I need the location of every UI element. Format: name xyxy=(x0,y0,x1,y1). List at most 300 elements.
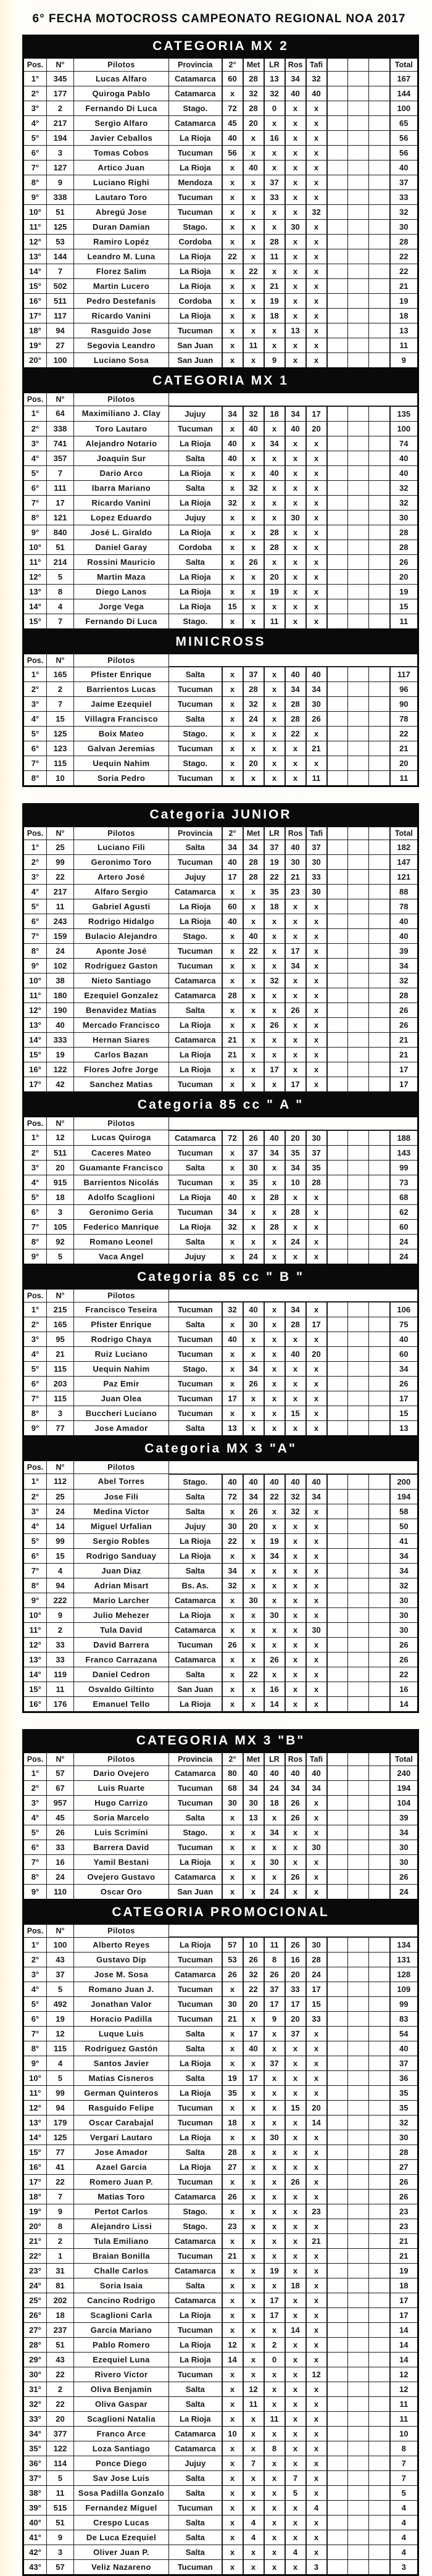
score-ros-cell: 26 xyxy=(285,2175,306,2190)
pos-cell: 9° xyxy=(23,1249,47,1264)
blank-cell xyxy=(327,2486,348,2501)
score-met-cell: x xyxy=(243,2427,264,2441)
blank-cell xyxy=(348,1317,369,1332)
score-met-cell: x xyxy=(243,1682,264,1696)
prov-cell: Tucuman xyxy=(169,1795,222,1810)
num-cell: 19 xyxy=(47,2012,74,2027)
score-tafi-cell: 14 xyxy=(306,2115,327,2130)
pilot-cell: Lautaro Toro xyxy=(74,190,169,205)
blank-cell xyxy=(369,1332,390,1347)
pilot-cell: Alfaro Sergio xyxy=(74,885,169,899)
score-tafi-cell: x xyxy=(306,1825,327,1840)
column-header: Tafi xyxy=(306,827,327,840)
blank-cell xyxy=(327,2323,348,2338)
table-row xyxy=(23,2160,418,2175)
score-lr-cell: x xyxy=(264,1593,285,1607)
total-cell: 34 xyxy=(390,959,418,973)
total-cell: 21 xyxy=(390,2234,418,2249)
score-met-cell: x xyxy=(243,510,264,525)
table-row xyxy=(23,2456,418,2471)
blank-cell xyxy=(348,988,369,1003)
blank-cell xyxy=(369,1077,390,1093)
score-met-cell: 35 xyxy=(243,1175,264,1190)
prov-cell: Salta xyxy=(169,1003,222,1018)
table-row xyxy=(23,1884,418,1899)
blank-cell xyxy=(369,2219,390,2234)
prov-cell: Salta xyxy=(169,2530,222,2545)
pos-cell: 7° xyxy=(23,756,47,771)
column-header: Tafi xyxy=(306,1752,327,1765)
score-lr-cell: x xyxy=(264,2234,285,2249)
table-row xyxy=(23,667,418,682)
score-tafi-cell: 20 xyxy=(306,1347,327,1362)
num-cell: 2 xyxy=(47,2234,74,2249)
blank-cell xyxy=(348,2012,369,2027)
total-cell: 30 xyxy=(390,1854,418,1869)
blank-cell xyxy=(369,2397,390,2412)
pilot-cell: Ibarra Mariano xyxy=(74,480,169,495)
score-lr-cell: 11 xyxy=(264,2412,285,2427)
total-cell: 15 xyxy=(390,1406,418,1421)
score-met-cell: 40 xyxy=(243,2041,264,2056)
blank-cell xyxy=(327,2501,348,2516)
total-cell: 40 xyxy=(390,914,418,929)
score-met-cell: x xyxy=(243,771,264,786)
num-cell: 338 xyxy=(47,421,74,436)
blank-cell xyxy=(369,554,390,569)
blank-cell xyxy=(369,1937,390,1953)
table-row xyxy=(23,2397,418,2412)
score-2-cell: x xyxy=(222,614,243,629)
blank-cell xyxy=(348,2027,369,2041)
score-met-cell: x xyxy=(243,899,264,914)
blank-cell xyxy=(348,2190,369,2204)
blank-cell xyxy=(369,2278,390,2293)
blank-cell xyxy=(369,682,390,697)
blank-cell xyxy=(327,1302,348,1317)
table-row xyxy=(23,2278,418,2293)
blank-cell xyxy=(327,175,348,190)
num-cell: 165 xyxy=(47,667,74,682)
score-ros-cell: x xyxy=(285,2412,306,2427)
column-header: Pilotos xyxy=(74,827,169,840)
pilot-cell: Santos Javier xyxy=(74,2056,169,2071)
blank-cell xyxy=(369,2160,390,2175)
pos-cell: 8° xyxy=(23,771,47,786)
blank-cell xyxy=(348,2101,369,2115)
score-lr-cell: 11 xyxy=(264,1937,285,1953)
score-ros-cell: x xyxy=(285,1190,306,1204)
score-met-cell: 28 xyxy=(243,72,264,86)
score-ros-cell: x xyxy=(285,480,306,495)
blank-cell xyxy=(369,870,390,885)
score-met-cell: x xyxy=(243,599,264,614)
prov-cell: Catamarca xyxy=(169,2234,222,2249)
table-row xyxy=(23,1249,418,1264)
score-tafi-cell: x xyxy=(306,1219,327,1234)
num-cell: 22 xyxy=(47,2367,74,2382)
total-cell: 40 xyxy=(390,465,418,480)
pos-cell: 2° xyxy=(23,855,47,870)
total-cell: 18 xyxy=(390,309,418,323)
prov-cell: Stago. xyxy=(169,1362,222,1377)
score-2-cell: x xyxy=(222,584,243,599)
total-cell: 26 xyxy=(390,1003,418,1018)
num-cell: 94 xyxy=(47,323,74,338)
total-cell: 14 xyxy=(390,2353,418,2367)
score-lr-cell: x xyxy=(264,1810,285,1825)
table-row xyxy=(23,599,418,614)
blank-cell xyxy=(327,2456,348,2471)
blank-cell xyxy=(327,1607,348,1622)
blank-cell xyxy=(327,2204,348,2219)
total-cell: 28 xyxy=(390,2145,418,2160)
score-ros-cell: 40 xyxy=(285,1474,306,1490)
score-tafi-cell: 21 xyxy=(306,741,327,756)
score-ros-cell: 34 xyxy=(285,959,306,973)
blank-cell xyxy=(369,160,390,175)
pilot-cell: Medina Victor xyxy=(74,1504,169,1519)
score-lr-cell: x xyxy=(264,264,285,279)
pos-cell: 11° xyxy=(23,988,47,1003)
score-lr-cell: x xyxy=(264,1175,285,1190)
score-tafi-cell: x xyxy=(306,727,327,741)
score-2-cell: 40 xyxy=(222,855,243,870)
score-tafi-cell: 20 xyxy=(306,2101,327,2115)
score-2-cell: x xyxy=(222,2412,243,2427)
total-cell: 14 xyxy=(390,2338,418,2353)
pilot-cell: Luciano Fili xyxy=(74,840,169,855)
blank-cell xyxy=(369,2308,390,2323)
category-band: Categoria MX 3 "A" xyxy=(23,1438,418,1461)
pilot-cell: Benavidez Matias xyxy=(74,1003,169,1018)
score-2-cell: 22 xyxy=(222,1533,243,1548)
blank-cell xyxy=(327,929,348,944)
pos-cell: 16° xyxy=(23,1696,47,1712)
score-met-cell: 37 xyxy=(243,667,264,682)
score-ros-cell: x xyxy=(285,1377,306,1391)
blank-cell xyxy=(327,1130,348,1146)
blank-cell xyxy=(348,1018,369,1033)
blank-cell xyxy=(327,146,348,160)
blank-cell xyxy=(327,1578,348,1593)
score-ros-cell: x xyxy=(285,554,306,569)
score-2-cell: x xyxy=(222,2204,243,2219)
pos-cell: 5° xyxy=(23,1533,47,1548)
score-ros-cell: 26 xyxy=(285,1810,306,1825)
prov-cell: Tucuman xyxy=(169,1982,222,1997)
table-row xyxy=(23,584,418,599)
score-2-cell: x xyxy=(222,220,243,235)
pilot-cell: Oliver Juan P. xyxy=(74,2545,169,2560)
prov-cell: Stago. xyxy=(169,614,222,629)
score-tafi-cell: 34 xyxy=(306,1489,327,1504)
blank-cell xyxy=(327,1249,348,1264)
blank-cell xyxy=(369,1302,390,1317)
table-row xyxy=(23,1548,418,1563)
score-ros-cell: 34 xyxy=(285,406,306,422)
score-lr-cell: 28 xyxy=(264,540,285,554)
score-ros-cell: x xyxy=(285,1362,306,1377)
blank-cell xyxy=(348,1130,369,1146)
pos-cell: 4° xyxy=(23,1982,47,1997)
total-cell: 128 xyxy=(390,1967,418,1982)
pilot-cell: Romano Juan J. xyxy=(74,1982,169,1997)
score-met-cell: 7 xyxy=(243,2456,264,2471)
pos-cell: 8° xyxy=(23,1869,47,1884)
blank-cell xyxy=(369,1982,390,1997)
pos-cell: 7° xyxy=(23,1563,47,1578)
score-lr-cell: 19 xyxy=(264,584,285,599)
table-row xyxy=(23,2175,418,2190)
score-met-cell: x xyxy=(243,1391,264,1406)
score-2-cell: x xyxy=(222,309,243,323)
score-tafi-cell: 35 xyxy=(306,1160,327,1175)
table-row xyxy=(23,279,418,294)
prov-cell: Stago. xyxy=(169,1474,222,1490)
blank-cell xyxy=(348,2293,369,2308)
blank-cell xyxy=(327,2012,348,2027)
score-2-cell: 34 xyxy=(222,840,243,855)
blank-cell xyxy=(369,338,390,353)
score-met-cell: x xyxy=(243,2145,264,2160)
score-ros-cell: 37 xyxy=(285,2027,306,2041)
score-tafi-cell: 15 xyxy=(306,1997,327,2012)
score-tafi-cell: x xyxy=(306,338,327,353)
score-lr-cell: x xyxy=(264,988,285,1003)
blank-cell xyxy=(327,959,348,973)
score-tafi-cell: 24 xyxy=(306,1967,327,1982)
score-tafi-cell: x xyxy=(306,1077,327,1093)
score-lr-cell: 28 xyxy=(264,1190,285,1204)
score-lr-cell: 17 xyxy=(264,1997,285,2012)
pos-cell: 15° xyxy=(23,614,47,629)
pos-cell: 10° xyxy=(23,1607,47,1622)
pilot-cell: Daniel Garay xyxy=(74,540,169,554)
score-lr-cell: x xyxy=(264,1519,285,1533)
total-cell: 19 xyxy=(390,584,418,599)
prov-cell: Tucuman xyxy=(169,2012,222,2027)
pos-cell: 28° xyxy=(23,2338,47,2353)
pos-cell: 9° xyxy=(23,1593,47,1607)
score-lr-cell: x xyxy=(264,1563,285,1578)
score-tafi-cell: 33 xyxy=(306,870,327,885)
blank-cell xyxy=(369,2456,390,2471)
table-row xyxy=(23,1160,418,1175)
table-row xyxy=(23,2545,418,2560)
blank-cell xyxy=(369,101,390,116)
table-row xyxy=(23,1362,418,1377)
pos-cell: 6° xyxy=(23,914,47,929)
prov-cell: Salta xyxy=(169,840,222,855)
pos-cell: 14° xyxy=(23,264,47,279)
score-met-cell: x xyxy=(243,2219,264,2234)
table-row xyxy=(23,1563,418,1578)
blank-cell xyxy=(369,2545,390,2560)
blank-cell xyxy=(327,2056,348,2071)
score-lr-cell: 18 xyxy=(264,406,285,422)
total-cell: 30 xyxy=(390,2130,418,2145)
num-cell: 24 xyxy=(47,944,74,959)
score-met-cell: 20 xyxy=(243,756,264,771)
score-lr-cell: x xyxy=(264,2471,285,2486)
num-cell: 176 xyxy=(47,1696,74,1712)
num-cell: 2 xyxy=(47,101,74,116)
blank-cell xyxy=(369,1018,390,1033)
total-cell: 58 xyxy=(390,1504,418,1519)
blank-cell xyxy=(348,309,369,323)
num-cell: 51 xyxy=(47,2516,74,2530)
blank-cell xyxy=(369,2412,390,2427)
pos-cell: 35° xyxy=(23,2441,47,2456)
score-tafi-cell: x xyxy=(306,190,327,205)
pilot-cell: Jonathan Valor xyxy=(74,1997,169,2012)
pilot-cell: Franco Arce xyxy=(74,2427,169,2441)
score-ros-cell: x xyxy=(285,131,306,146)
blank-cell xyxy=(369,1637,390,1652)
num-cell: 179 xyxy=(47,2115,74,2130)
num-cell: 122 xyxy=(47,2441,74,2456)
table-row xyxy=(23,1406,418,1421)
results-table xyxy=(22,1901,419,2576)
pos-cell: 21° xyxy=(23,2234,47,2249)
score-ros-cell: x xyxy=(285,1533,306,1548)
column-header-row xyxy=(23,1117,418,1130)
score-ros-cell: x xyxy=(285,2204,306,2219)
score-tafi-cell: x xyxy=(306,525,327,540)
num-cell: 7 xyxy=(47,697,74,712)
pos-cell: 27° xyxy=(23,2323,47,2338)
blank-cell xyxy=(369,2293,390,2308)
total-cell: 7 xyxy=(390,2456,418,2471)
blank-cell xyxy=(348,1062,369,1077)
pilot-cell: Oliva Benjamin xyxy=(74,2382,169,2397)
pos-cell: 18° xyxy=(23,2190,47,2204)
num-cell: 100 xyxy=(47,353,74,369)
pilot-cell: Julio Mehezer xyxy=(74,1607,169,1622)
score-2-cell: 21 xyxy=(222,1048,243,1062)
score-met-cell: x xyxy=(243,2130,264,2145)
score-ros-cell: x xyxy=(285,2041,306,2056)
score-lr-cell: x xyxy=(264,116,285,131)
blank-cell xyxy=(327,1533,348,1548)
total-cell: 11 xyxy=(390,338,418,353)
num-cell: 27 xyxy=(47,338,74,353)
blank-cell xyxy=(369,1607,390,1622)
total-cell: 182 xyxy=(390,840,418,855)
score-lr-cell: x xyxy=(264,1033,285,1048)
pos-cell: 1° xyxy=(23,406,47,422)
table-row xyxy=(23,323,418,338)
score-tafi-cell: x xyxy=(306,160,327,175)
num-cell: 19 xyxy=(47,1048,74,1062)
total-cell: 20 xyxy=(390,756,418,771)
blank-cell xyxy=(348,2204,369,2219)
prov-cell: La Rioja xyxy=(169,2308,222,2323)
total-cell: 21 xyxy=(390,1033,418,1048)
pos-cell: 10° xyxy=(23,540,47,554)
score-tafi-cell: x xyxy=(306,944,327,959)
score-lr-cell: x xyxy=(264,1869,285,1884)
score-lr-cell: x xyxy=(264,554,285,569)
table-row xyxy=(23,406,418,422)
num-cell: 12 xyxy=(47,2027,74,2041)
score-lr-cell: 28 xyxy=(264,1219,285,1234)
score-tafi-cell: x xyxy=(306,323,327,338)
table-row xyxy=(23,973,418,988)
total-cell: 99 xyxy=(390,1997,418,2012)
table-row xyxy=(23,1982,418,1997)
pos-cell: 2° xyxy=(23,682,47,697)
score-met-cell: x xyxy=(243,2249,264,2264)
pilot-cell: Aponte José xyxy=(74,944,169,959)
pos-cell: 12° xyxy=(23,235,47,249)
score-2-cell: x xyxy=(222,1667,243,1682)
blank-cell xyxy=(327,727,348,741)
pos-cell: 19° xyxy=(23,2204,47,2219)
score-lr-cell: x xyxy=(264,697,285,712)
pos-cell: 34° xyxy=(23,2427,47,2441)
blank-cell xyxy=(369,2367,390,2382)
table-row xyxy=(23,465,418,480)
table-row xyxy=(23,1377,418,1391)
num-cell: 20 xyxy=(47,2412,74,2427)
score-ros-cell: x xyxy=(285,101,306,116)
blank-cell xyxy=(348,584,369,599)
pos-cell: 7° xyxy=(23,1854,47,1869)
blank-cell xyxy=(348,495,369,510)
blank-cell xyxy=(369,1175,390,1190)
blank-cell xyxy=(327,2219,348,2234)
prov-cell: La Rioja xyxy=(169,1190,222,1204)
blank-cell xyxy=(327,870,348,885)
blank-cell xyxy=(369,436,390,451)
score-ros-cell: x xyxy=(285,2516,306,2530)
score-met-cell: x xyxy=(243,2338,264,2353)
blank-cell xyxy=(369,2041,390,2056)
blank-cell xyxy=(369,205,390,220)
score-met-cell: x xyxy=(243,1406,264,1421)
blank-cell xyxy=(348,682,369,697)
table-row xyxy=(23,1667,418,1682)
score-2-cell: 40 xyxy=(222,1190,243,1204)
num-cell: 22 xyxy=(47,2397,74,2412)
total-cell: 26 xyxy=(390,1652,418,1667)
pos-cell: 37° xyxy=(23,2471,47,2486)
category-table-4 xyxy=(22,803,417,1093)
score-2-cell: x xyxy=(222,1504,243,1519)
column-header-row xyxy=(23,1924,418,1937)
num-cell: 122 xyxy=(47,1062,74,1077)
prov-cell: Tucuman xyxy=(169,682,222,697)
total-cell: 121 xyxy=(390,870,418,885)
prov-cell: Tucuman xyxy=(169,1780,222,1795)
prov-cell: La Rioja xyxy=(169,1219,222,1234)
results-tables-container xyxy=(0,35,432,2576)
score-ros-cell: x xyxy=(285,1825,306,1840)
score-2-cell: 28 xyxy=(222,988,243,1003)
blank-cell xyxy=(369,1062,390,1077)
score-ros-cell: x xyxy=(285,1652,306,1667)
score-2-cell: x xyxy=(222,1003,243,1018)
score-ros-cell: x xyxy=(285,175,306,190)
prov-cell: Catamarca xyxy=(169,72,222,86)
pilot-cell: Villagra Francisco xyxy=(74,712,169,727)
table-row xyxy=(23,1234,418,1249)
score-met-cell: 22 xyxy=(243,1982,264,1997)
pos-cell: 15° xyxy=(23,1682,47,1696)
score-ros-cell: 30 xyxy=(285,510,306,525)
